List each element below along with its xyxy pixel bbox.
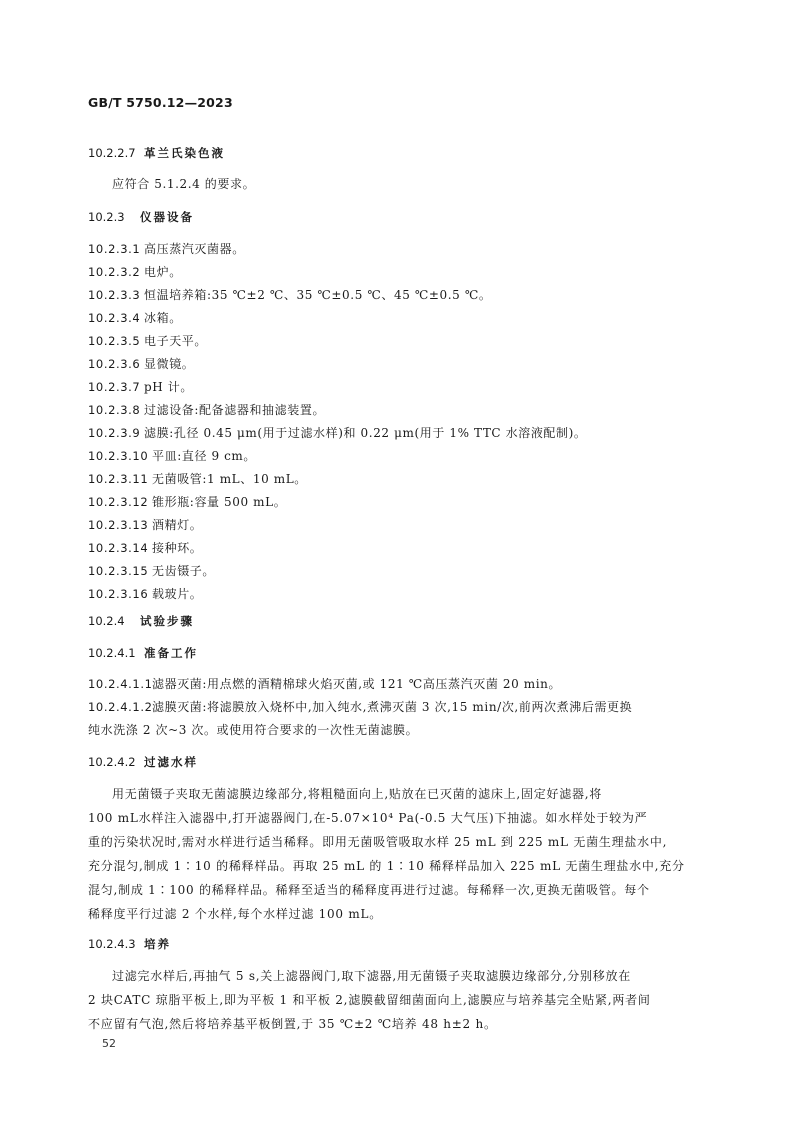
equipment-item bbox=[88, 449, 706, 463]
item-number: 10.2.3.16 bbox=[88, 587, 149, 601]
item-number: 10.2.3.4 bbox=[88, 311, 141, 325]
item-text: 显微镜。 bbox=[144, 357, 195, 371]
item-text: 滤膜灭菌:将滤膜放入烧杯中,加入纯水,煮沸灭菌 3 次,15 min/次,前两次煮沸后需更换 bbox=[152, 700, 633, 714]
item-text: 载玻片。 bbox=[152, 587, 203, 601]
procedure-item bbox=[88, 677, 706, 691]
document-code: GB/T 5750.12—2023 bbox=[88, 95, 233, 110]
item-number: 10.2.3.2 bbox=[88, 265, 141, 279]
page-number: 52 bbox=[102, 1037, 116, 1050]
item-number: 10.2.3.9 bbox=[88, 426, 141, 440]
equipment-item bbox=[88, 380, 706, 394]
equipment-item bbox=[88, 403, 706, 417]
equipment-item bbox=[88, 518, 706, 532]
procedure-item bbox=[88, 700, 706, 714]
item-text: 电炉。 bbox=[144, 265, 182, 279]
item-text: 电子天平。 bbox=[144, 334, 208, 348]
section-title: 仪器设备 bbox=[140, 210, 194, 224]
item-number: 10.2.3.15 bbox=[88, 564, 149, 578]
equipment-item bbox=[88, 242, 706, 256]
section-title: 准备工作 bbox=[144, 646, 198, 660]
section-title: 试验步骤 bbox=[140, 614, 194, 628]
section-number: 10.2.2.7 bbox=[88, 146, 136, 160]
item-number: 10.2.3.14 bbox=[88, 541, 149, 555]
item-text: 冰箱。 bbox=[144, 311, 182, 325]
section-title: 过滤水样 bbox=[144, 755, 198, 769]
section-body: 应符合 5.1.2.4 的要求。 bbox=[112, 177, 256, 191]
equipment-item bbox=[88, 265, 706, 279]
paragraph-line: 充分混匀,制成 1∶10 的稀释样品。再取 25 mL 的 1∶10 稀释样品加入 225 mL 无菌生理盐水中,充分 bbox=[88, 859, 685, 873]
equipment-item bbox=[88, 311, 706, 325]
section-number: 10.2.3 bbox=[88, 210, 125, 224]
section-number: 10.2.4.2 bbox=[88, 755, 136, 769]
item-text: 无菌吸管:1 mL、10 mL。 bbox=[152, 472, 307, 486]
equipment-item bbox=[88, 587, 706, 601]
section-heading-10-2-4-3 bbox=[88, 937, 706, 951]
section-heading-10-2-4 bbox=[88, 614, 706, 628]
item-text: 锥形瓶:容量 500 mL。 bbox=[152, 495, 287, 509]
paragraph-line: 不应留有气泡,然后将培养基平板倒置,于 35 ℃±2 ℃培养 48 h±2 h。 bbox=[88, 1017, 497, 1031]
paragraph-line: 混匀,制成 1∶100 的稀释样品。稀释至适当的稀释度再进行过滤。每稀释一次,更换无菌吸管。每个 bbox=[88, 883, 650, 897]
item-text: 滤器灭菌:用点燃的酒精棉球火焰灭菌,或 121 ℃高压蒸汽灭菌 20 min。 bbox=[152, 677, 562, 691]
section-heading-10-2-3 bbox=[88, 210, 706, 224]
item-text: pH 计。 bbox=[144, 380, 193, 394]
item-text: 接种环。 bbox=[152, 541, 203, 555]
item-number: 10.2.4.1.1 bbox=[88, 677, 153, 691]
item-number: 10.2.3.12 bbox=[88, 495, 149, 509]
paragraph-line: 过滤完水样后,再抽气 5 s,关上滤器阀门,取下滤器,用无菌镊子夹取滤膜边缘部分,分别移放在 bbox=[112, 969, 631, 983]
equipment-item bbox=[88, 564, 706, 578]
item-text: 滤膜:孔径 0.45 μm(用于过滤水样)和 0.22 μm(用于 1% TTC 水溶液配制)。 bbox=[144, 426, 587, 440]
equipment-item bbox=[88, 472, 706, 486]
section-heading-10-2-4-2 bbox=[88, 755, 706, 769]
paragraph-line: 重的污染状况时,需对水样进行适当稀释。即用无菌吸管吸取水样 25 mL 到 225 mL 无菌生理盐水中, bbox=[88, 835, 668, 849]
paragraph-line: 2 块CATC 琼脂平板上,即为平板 1 和平板 2,滤膜截留细菌面向上,滤膜应与培养基完全贴紧,两者间 bbox=[88, 993, 651, 1007]
item-number: 10.2.3.5 bbox=[88, 334, 141, 348]
section-heading-10-2-2-7 bbox=[88, 146, 706, 160]
equipment-item bbox=[88, 357, 706, 371]
item-text: 恒温培养箱:35 ℃±2 ℃、35 ℃±0.5 ℃、45 ℃±0.5 ℃。 bbox=[144, 288, 492, 302]
item-number: 10.2.3.8 bbox=[88, 403, 141, 417]
section-title: 培养 bbox=[144, 937, 171, 951]
paragraph-line: 用无菌镊子夹取无菌滤膜边缘部分,将粗糙面向上,贴放在已灭菌的滤床上,固定好滤器,将 bbox=[112, 787, 603, 801]
procedure-item-continued: 纯水洗涤 2 次~3 次。或使用符合要求的一次性无菌滤膜。 bbox=[88, 723, 419, 737]
item-number: 10.2.3.1 bbox=[88, 242, 141, 256]
item-number: 10.2.3.3 bbox=[88, 288, 141, 302]
item-number: 10.2.3.10 bbox=[88, 449, 149, 463]
section-number: 10.2.4.3 bbox=[88, 937, 136, 951]
section-number: 10.2.4.1 bbox=[88, 646, 136, 660]
item-text: 酒精灯。 bbox=[152, 518, 203, 532]
item-text: 无齿镊子。 bbox=[152, 564, 216, 578]
item-number: 10.2.4.1.2 bbox=[88, 700, 153, 714]
item-number: 10.2.3.7 bbox=[88, 380, 141, 394]
equipment-item bbox=[88, 426, 706, 440]
equipment-item bbox=[88, 495, 706, 509]
item-text: 高压蒸汽灭菌器。 bbox=[144, 242, 245, 256]
item-text: 平皿:直径 9 cm。 bbox=[152, 449, 257, 463]
item-text: 过滤设备:配备滤器和抽滤装置。 bbox=[144, 403, 326, 417]
equipment-item bbox=[88, 334, 706, 348]
paragraph-line: 100 mL水样注入滤器中,打开滤器阀门,在-5.07×10⁴ Pa(-0.5 大气压)下抽滤。如水样处于较为严 bbox=[88, 811, 648, 825]
section-title: 革兰氏染色液 bbox=[144, 146, 225, 160]
equipment-item bbox=[88, 288, 706, 302]
section-number: 10.2.4 bbox=[88, 614, 125, 628]
item-number: 10.2.3.6 bbox=[88, 357, 141, 371]
section-heading-10-2-4-1 bbox=[88, 646, 706, 660]
paragraph-line: 稀释度平行过滤 2 个水样,每个水样过滤 100 mL。 bbox=[88, 907, 382, 921]
item-number: 10.2.3.13 bbox=[88, 518, 149, 532]
item-number: 10.2.3.11 bbox=[88, 472, 149, 486]
equipment-item bbox=[88, 541, 706, 555]
